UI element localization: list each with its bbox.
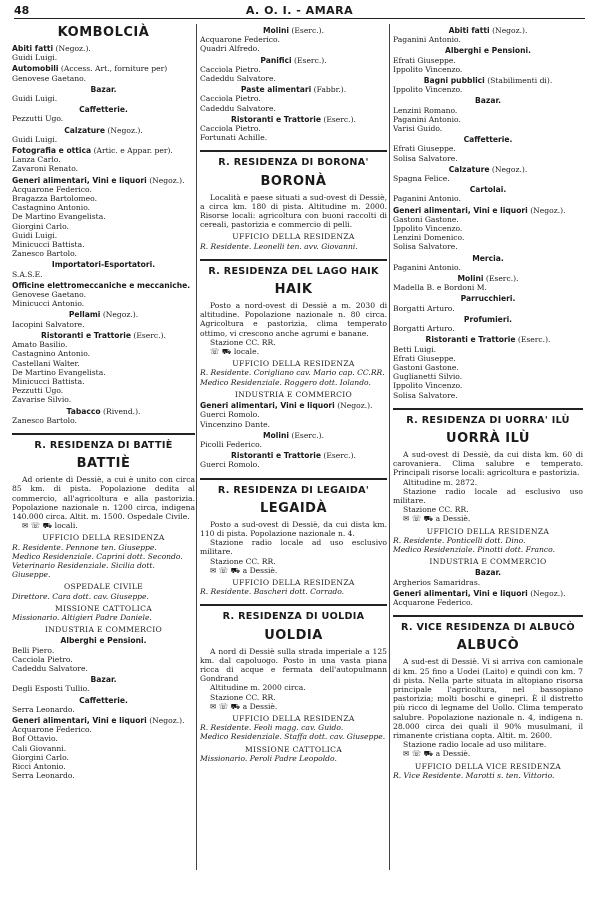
list-item: Madella B. e Bordoni M.: [393, 283, 487, 293]
list-item: Pezzutti Ugo.: [12, 114, 64, 124]
list-item: S.A.S.E.: [12, 269, 43, 279]
section-heading: Panifici (Eserc.).: [260, 55, 327, 65]
list-item: Guidi Luigi.: [12, 134, 58, 144]
section-heading: Mercia.: [472, 253, 504, 263]
official: Medico Residenziale. Roggero dott. Iolando.: [200, 377, 371, 387]
office-heading: INDUSTRIA E COMMERCIO: [44, 625, 163, 635]
list-item: Borgatti Arturo.: [393, 324, 455, 334]
list-item: Amato Basilio.: [12, 340, 68, 350]
section-heading: Molini (Eserc.).: [457, 274, 519, 284]
list-item: Bof Ottavio.: [12, 734, 58, 744]
residence-heading: R. RESIDENZA DI UOLDIA: [200, 604, 387, 626]
list-item: Paganini Antonio.: [393, 262, 461, 272]
description: Altitudine m. 2000 circa.: [210, 683, 306, 693]
description: Località e paese situati a sud-ovest di Dessiè, a circa km. 180 di pista. Altitudine m. 2000. Risorse locali: agricoltura con buoni raccolti di cereali, pastorizia e commercio di pelli.: [200, 192, 387, 230]
description: Altitudine m. 2872.: [403, 477, 478, 487]
list-item: Argherios Samaridras.: [393, 577, 481, 587]
section-heading: Ristoranti e Trattorie (Eserc.).: [231, 451, 356, 461]
section-heading: Calzature (Negoz.).: [64, 125, 143, 135]
station-line: Stazione CC. RR.: [403, 505, 469, 515]
list-item: Serra Leonardo.: [12, 704, 75, 714]
office-heading: UFFICIO DELLA RESIDENZA: [232, 577, 355, 587]
list-item: Giorgini Carlo.: [12, 221, 69, 231]
office-heading: OSPEDALE CIVILE: [63, 582, 144, 592]
city-heading: ALBUCÒ: [456, 638, 520, 654]
section-heading: Abiti fatti (Negoz.).: [12, 44, 91, 53]
description: Ad oriente di Dessiè, a cui è unito con circa 85 km. di pista. Popolazione dedita al commercio, all'agricoltura e alla pastorizia. Popolazione nazionale n. 1200 circa, indigena 140.000 circa. Altit. m. 1500. Ospedale Civile.: [12, 475, 195, 521]
list-item: Cadeddu Salvatore.: [200, 74, 276, 84]
section-heading: Paste alimentari (Fabbr.).: [240, 85, 347, 95]
service-icons: ✉ ☏ ⛟ locali.: [22, 521, 78, 531]
station-line: Stazione CC. RR.: [210, 337, 276, 347]
office-heading: UFFICIO DELLA VICE RESIDENZA: [414, 761, 562, 771]
list-item: Efrati Giuseppe.: [393, 55, 456, 65]
list-item: Cacciola Pietro.: [200, 124, 261, 134]
list-item: Belli Piero.: [12, 645, 55, 655]
section-heading: Cartolai.: [469, 185, 507, 195]
office-heading: UFFICIO DELLA RESIDENZA: [232, 359, 355, 369]
section-heading: Importatori-Esportatori.: [51, 260, 156, 270]
section-heading: Ristoranti e Trattorie (Eserc.).: [41, 330, 166, 340]
list-item: Solisa Salvatore.: [393, 390, 458, 400]
header-rule: [14, 18, 585, 19]
list-item: Fortunati Achille.: [200, 133, 268, 143]
list-item: Castellani Walter.: [12, 358, 80, 368]
list-item: Zanesco Bartolo.: [12, 249, 77, 259]
section-heading: Generi alimentari, Vini e liquori (Negoz.).: [200, 401, 373, 411]
service-icons: ☏ ⛟ locale.: [210, 347, 259, 357]
section-heading: Abiti fatti (Negoz.).: [448, 26, 528, 35]
office-heading: INDUSTRIA E COMMERCIO: [234, 389, 353, 399]
list-item: Guglianetti Silvio.: [393, 372, 463, 382]
residence-heading: R. RESIDENZA DI BATTIÈ: [12, 433, 195, 455]
section-heading: Bazar.: [90, 675, 117, 685]
list-item: Ippolito Vincenzo.: [393, 85, 463, 95]
list-item: Guidi Luigi.: [12, 230, 58, 240]
section-heading: Alberghi e Pensioni.: [60, 636, 147, 646]
list-item: Guerci Romolo.: [200, 460, 260, 470]
list-item: Cacciola Pietro.: [200, 64, 261, 74]
list-item: Efrati Giuseppe.: [393, 353, 456, 363]
description: Stazione radio locale ad uso militare.: [403, 740, 547, 750]
list-item: Vincenzino Dante.: [200, 419, 271, 429]
list-item: Genovese Gaetano.: [12, 290, 87, 300]
city-heading: UOLDIA: [264, 627, 323, 643]
list-item: Spagna Felice.: [393, 174, 450, 184]
column-2: [200, 24, 387, 763]
section-heading: Generi alimentari, Vini e liquori (Negoz.).: [393, 205, 566, 215]
list-item: Ricci Antonio.: [12, 762, 66, 772]
list-item: Serra Leonardo.: [12, 771, 75, 781]
official: Veterinario Residenziale. Sicilia dott. Giuseppe.: [12, 560, 155, 580]
list-item: Efrati Giuseppe.: [393, 144, 456, 154]
section-heading: Alberghi e Pensioni.: [444, 46, 532, 56]
section-heading: Tabacco (Rivend.).: [66, 406, 141, 416]
section-heading: Bazar.: [474, 96, 501, 106]
official: Direttore. Cara dott. cav. Giuseppe.: [12, 591, 149, 601]
list-item: Paganini Antonio.: [393, 194, 461, 204]
office-heading: UFFICIO DELLA RESIDENZA: [42, 533, 165, 543]
description: A nord di Dessiè sulla strada imperiale a 125 km. dal capoluogo. Posto in una vasta piana ricca di acque e fermata dell'autopulmann Gondrand: [200, 646, 387, 684]
residence-heading: R. RESIDENZA DI BORONA': [200, 150, 387, 172]
official: Medico Residenziale. Pinotti dott. Franco.: [393, 544, 556, 554]
section-heading: Generi alimentari, Vini e liquori (Negoz.).: [393, 588, 566, 598]
section-heading: Profumieri.: [463, 314, 513, 324]
description: Stazione radio locale ad uso esclusivo militare.: [200, 538, 387, 557]
list-item: Guidi Luigi.: [12, 53, 58, 63]
official: Missionario. Peroli Padre Leopoldo.: [200, 753, 337, 763]
list-item: Betti Luigi.: [393, 344, 437, 354]
residence-heading: R. RESIDENZA DEL LAGO HAIK: [200, 259, 387, 281]
list-item: Lanza Carlo.: [12, 155, 61, 165]
list-item: De Martino Evangelista.: [12, 367, 106, 377]
official: R. Residente. Corigliano cav. Mario cap. CC.RR.: [200, 368, 385, 378]
description: A sud-est di Dessiè. Vi si arriva con camionale di km. 25 fino a Uodei (Laito) e quindi con km. 7 di pista. Nella parte situata in altopiano risorsa principale l'agricoltura, nel bassopiano pastorizia; molti boschi e ginepri. È il distretto più ricco di legname del Uollo. Clima temperato salubre. Popolazione nazionale n. 4, indigena n. 28.000 circa dei quali il 90% musulmani, il rimanente cristiana copta. Altit. m. 2600.: [393, 657, 583, 740]
list-item: Zavaroni Renato.: [12, 164, 79, 174]
description: Stazione radio locale ad esclusivo uso militare.: [393, 486, 583, 505]
official: Missionario. Altigieri Padre Daniele.: [12, 612, 152, 622]
section-heading: Caffetterie.: [79, 105, 128, 115]
city-heading: KOMBOLCIÀ: [57, 25, 150, 40]
station-line: Stazione CC. RR.: [210, 556, 276, 566]
section-heading: Parrucchieri.: [460, 294, 516, 304]
city-heading: UORRÀ ILÙ: [446, 430, 530, 446]
column-1: [12, 24, 195, 780]
official: R. Residente. Feoli magg. cav. Guido.: [200, 723, 344, 733]
service-icons: ✉ ☏ ⛟ a Dessiè.: [403, 749, 471, 759]
list-item: Guidi Luigi.: [12, 94, 58, 104]
section-heading: Bazar.: [90, 84, 117, 94]
official: R. Residente. Ponticelli dott. Dino.: [393, 535, 526, 545]
list-item: Cali Giovanni.: [12, 743, 67, 753]
list-item: Quadri Alfredo.: [200, 44, 260, 54]
list-item: Picolli Federico.: [200, 439, 262, 449]
official: Medico Residenziale. Staffa dott. cav. Giuseppe.: [200, 732, 386, 742]
list-item: Giorgini Carlo.: [12, 752, 69, 762]
section-heading: Molini (Eserc.).: [263, 430, 324, 440]
section-heading: Bagni pubblici (Stabilimenti di).: [423, 76, 553, 86]
section-heading: Caffetterie.: [463, 135, 513, 145]
list-item: Solisa Salvatore.: [393, 153, 458, 163]
list-item: Paganini Antonio.: [393, 35, 461, 45]
running-title: A. O. I. - AMARA: [245, 4, 354, 17]
section-heading: Generi alimentari, Vini e liquori (Negoz.).: [12, 716, 185, 725]
section-heading: Calzature (Negoz.).: [448, 164, 528, 174]
service-icons: ✉ ☏ ⛟ a Dessiè.: [210, 565, 278, 575]
list-item: Gastoni Gastone.: [393, 362, 459, 372]
list-item: Solisa Salvatore.: [393, 242, 458, 252]
section-heading: Caffetterie.: [79, 695, 128, 705]
list-item: Zanesco Bartolo.: [12, 415, 77, 425]
office-heading: MISSIONE CATTOLICA: [55, 603, 152, 613]
office-heading: MISSIONE CATTOLICA: [245, 744, 342, 754]
description: Posto a nord-ovest di Dessiè a m. 2030 di altitudine. Popolazione nazionale n. 80 circa. Agricoltura e pastorizia, clima temperato ottimo, vi crescono anche agrumi e banane.: [200, 301, 387, 338]
list-item: Paganini Antonio.: [393, 114, 461, 124]
list-item: Gastoni Gastone.: [393, 214, 459, 224]
list-item: Cacciola Pietro.: [12, 654, 73, 664]
description: A sud-ovest di Dessiè, da cui dista km. 60 di carovaniera. Clima salubre e temperato. Principali risorse locali: agricoltura e pastorizia.: [393, 449, 583, 478]
list-item: Borgatti Arturo.: [393, 303, 455, 313]
section-heading: Fotografia e ottica (Artic. e Appar. per).: [12, 146, 173, 156]
official: R. Residente. Bascheri dott. Corrado.: [200, 587, 345, 597]
list-item: Minicucci Antonio.: [12, 299, 85, 309]
list-item: Lenzini Romano.: [393, 105, 458, 115]
city-heading: HAIK: [274, 282, 313, 298]
list-item: Acquarone Federico.: [12, 725, 92, 735]
section-heading: Ristoranti e Trattorie (Eserc.).: [231, 114, 356, 124]
official: R. Residente. Leonelli ten. avv. Giovanni.: [200, 241, 358, 251]
residence-heading: R. RESIDENZA DI UORRA' ILÙ: [393, 408, 583, 430]
list-item: Cadeddu Salvatore.: [12, 663, 88, 673]
list-item: Varisi Guido.: [393, 124, 443, 134]
list-item: Ippolito Vincenzo.: [393, 381, 463, 391]
list-item: Zavarise Silvio.: [12, 395, 72, 405]
list-item: De Martino Evangelista.: [12, 212, 106, 222]
column-divider: [389, 24, 390, 870]
office-heading: INDUSTRIA E COMMERCIO: [429, 557, 547, 567]
official: Medico Residenziale. Caprini dott. Secondo.: [12, 551, 183, 561]
list-item: Castagnino Antonio.: [12, 203, 91, 213]
list-item: Acquarone Federico.: [12, 184, 92, 194]
section-heading: Ristoranti e Trattorie (Eserc.).: [425, 335, 551, 345]
city-heading: BORONÀ: [260, 173, 327, 189]
list-item: Lenzini Domenico.: [393, 233, 465, 243]
page-header: [14, 4, 585, 18]
list-item: Bragazza Bartolomeo.: [12, 194, 97, 204]
section-heading: Molini (Eserc.).: [263, 26, 324, 35]
section-heading: Generi alimentari, Vini e liquori (Negoz.).: [12, 175, 185, 185]
list-item: Acquarone Federico.: [200, 35, 280, 45]
station-line: Stazione CC. RR.: [210, 692, 276, 702]
column-divider: [196, 24, 197, 870]
service-icons: ✉ ☏ ⛟ a Dessiè.: [403, 514, 471, 524]
list-item: Pezzutti Ugo.: [12, 386, 64, 396]
list-item: Ippolito Vincenzo.: [393, 64, 463, 74]
list-item: Acquarone Federico.: [393, 597, 473, 607]
section-heading: Pellami (Negoz.).: [68, 310, 139, 320]
list-item: Cacciola Pietro.: [200, 94, 261, 104]
list-item: Genovese Gaetano.: [12, 73, 87, 83]
list-item: Guerci Romolo.: [200, 410, 260, 420]
city-heading: BATTIÈ: [76, 456, 131, 472]
city-heading: LEGAIDÀ: [259, 500, 328, 516]
residence-heading: R. VICE RESIDENZA DI ALBUCÒ: [393, 615, 583, 637]
service-icons: ✉ ☏ ⛟ a Dessiè.: [210, 701, 278, 711]
residence-heading: R. RESIDENZA DI LEGAIDA': [200, 478, 387, 500]
column-3: [393, 24, 583, 780]
section-heading: Bazar.: [474, 568, 501, 578]
office-heading: UFFICIO DELLA RESIDENZA: [232, 232, 355, 242]
office-heading: UFFICIO DELLA RESIDENZA: [232, 713, 355, 723]
list-item: Iacopini Salvatore.: [12, 319, 85, 329]
page-number: 48: [14, 4, 30, 17]
list-item: Minicucci Battista.: [12, 240, 85, 250]
list-item: Degli Esposti Tullio.: [12, 684, 90, 694]
section-heading: Officine elettromeccaniche e meccaniche.: [12, 280, 191, 290]
official: R. Residente. Pennone ten. Giuseppe.: [12, 542, 157, 552]
list-item: Cadeddu Salvatore.: [200, 103, 276, 113]
list-item: Ippolito Vincenzo.: [393, 224, 463, 234]
list-item: Castagnino Antonio.: [12, 349, 91, 359]
list-item: Minicucci Battista.: [12, 376, 85, 386]
section-heading: Automobili (Access. Art., forniture per): [12, 64, 168, 74]
office-heading: UFFICIO DELLA RESIDENZA: [426, 526, 550, 536]
official: R. Vice Residente. Marotti s. ten. Vittorio.: [393, 770, 555, 780]
description: Posto a sud-ovest di Dessiè, da cui dista km. 110 di pista. Popolazione nazionale n. 4.: [200, 519, 387, 538]
